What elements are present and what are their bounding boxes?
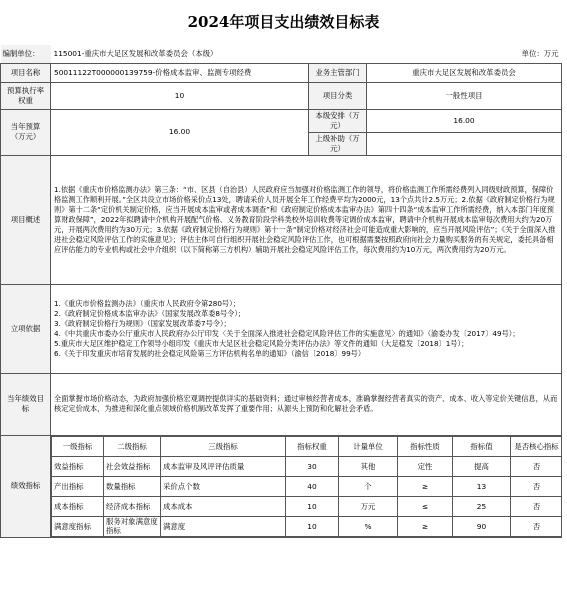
dept-value: 重庆市大足区发展和改革委员会 <box>367 63 562 82</box>
cell-value: 90 <box>453 516 511 536</box>
org-value: 115001-重庆市大足区发展和改革委员会（本级） <box>53 48 218 58</box>
category-value: 一般性项目 <box>367 82 562 109</box>
cell-nature: 定性 <box>398 456 453 476</box>
category-label: 项目分类 <box>309 82 367 109</box>
higher-value <box>367 132 562 155</box>
indicators-table <box>51 436 562 537</box>
higher-label: 上级补助（万元） <box>309 132 367 155</box>
basis-item: 1.《重庆市价格监测办法》（重庆市人民政府令第280号）； <box>54 298 240 308</box>
local-label: 本级安排（万元） <box>309 109 367 132</box>
page-title: 2024年项目支出绩效目标表 <box>187 13 380 31</box>
indicators-cell <box>51 435 562 537</box>
cell-nature: ≥ <box>398 516 453 536</box>
header-cell: 指标权重 <box>286 436 339 456</box>
cell-level2: 数量指标 <box>104 476 161 496</box>
header-cell: 是否核心指标 <box>511 436 562 456</box>
basis-item: 6.《关于印发重庆市培育发展的社会稳定风险第三方评估机构名单的通知》（渝信〔2018〕99号） <box>54 348 366 358</box>
project-name-row <box>1 63 562 82</box>
basis-list <box>51 284 562 373</box>
basis-item: 2.《政府制定价格成本监审办法》（国家发展改革委8号令）； <box>54 308 246 318</box>
goal-text: 全面掌握市场价格动态，为政府加强价格宏观调控提供详实的基础资料；通过审核经营者成本，准确掌握经营者真实的资产、成本、收入等定价关键信息，从而核定定价成本，为推进和深化重点领域价格机制改革发挥了重要作用；从源头上预防和化解社会矛盾。 <box>51 373 562 435</box>
basis-item: 4.《中共重庆市委办公厅重庆市人民政府办公厅印发〈关于全面深入推进社会稳定风险评估工作的实施意见〉的通知》（渝委办发〔2017〕49号）； <box>54 328 520 338</box>
project-name-label: 项目名称 <box>1 63 51 82</box>
cell-unit: 万元 <box>339 496 398 516</box>
org-label: 编制单位： <box>1 45 51 63</box>
overview-text: 1.依据《重庆市价格监测办法》第三条：“市、区县（自治县）人民政府应当加强对价格监测工作的领导，将价格监测工作所需经费列入同级财政预算，保障价格监测工作顺利开展。”全区共设立市场价格采价点13处，聘请采价人员开展全年工作经费平均为2000元，13个点共计2.5万元；2.依据《政府制定价格行为规则》第十二条“定价机关制定价格，应当开展成本监审或者成本调查”和《政府制定价格成本监审办法》第四十四条“成本监审工作所需经费，纳入本部门年度预算财政保障”，2022年拟聘请中介机构开展配气价格、义务教育阶段学科类校外培训收费等定调价成本监审，聘请中介机构开展成本监审每次费用大约为20万元，开展两次费用约为30万元；3.依据《政府制定价格行为规则》第十一条“制定价格对经济社会可能造成重大影响的，应当开展风险评估”；《关于全面深入推进社会稳定风险评估工作的实施意见》；评估主体可自行组织开展社会稳定风险评估工作，也可根据需要按照政府向社会力量购买服务的有关规定，委托具备相应评估能力的专业机构或社会中介组织（以下简称第三方机构）辅助开展社会稳定风险评估工作，每次费用约为10万元，两次费用约为20万元。 <box>51 155 562 284</box>
table-row <box>52 476 562 496</box>
overview-label: 项目概述 <box>1 155 51 284</box>
cell-level3: 成本监审及风评评估质量 <box>161 456 286 476</box>
project-name-value: 50011122T000000139759-价格成本监审、监测专项经费 <box>51 63 309 82</box>
cell-value: 13 <box>453 476 511 496</box>
cell-level3: 成本成本 <box>161 496 286 516</box>
cell-level1: 产出指标 <box>52 476 104 496</box>
local-value: 16.00 <box>367 109 562 132</box>
table-row <box>52 516 562 536</box>
cell-level2: 社会效益指标 <box>104 456 161 476</box>
cell-core: 否 <box>511 516 562 536</box>
basis-item: 3.《政府制定价格行为规则》（国家发展改革委7号令）； <box>54 318 231 328</box>
cell-unit: 个 <box>339 476 398 496</box>
header-cell: 计量单位 <box>339 436 398 456</box>
budget-label: 当年预算（万元） <box>1 109 51 155</box>
table-row <box>52 456 562 476</box>
rate-label: 预算执行率权重 <box>1 82 51 109</box>
header-cell: 指标值 <box>453 436 511 456</box>
rate-value: 10 <box>51 82 309 109</box>
cell-value: 25 <box>453 496 511 516</box>
cell-unit: % <box>339 516 398 536</box>
basis-row <box>1 284 562 373</box>
target-table <box>0 45 562 538</box>
header-cell: 三级指标 <box>161 436 286 456</box>
cell-level3: 采价点个数 <box>161 476 286 496</box>
cell-core: 否 <box>511 476 562 496</box>
indicators-header-row <box>52 436 562 456</box>
cell-level2: 经济成本指标 <box>104 496 161 516</box>
cell-nature: ≥ <box>398 476 453 496</box>
cell-value: 提高 <box>453 456 511 476</box>
cell-weight: 30 <box>286 456 339 476</box>
header-cell: 一级指标 <box>52 436 104 456</box>
cell-level1: 成本指标 <box>52 496 104 516</box>
cell-level2: 服务对象满意度指标 <box>104 516 161 536</box>
cell-nature: ≤ <box>398 496 453 516</box>
cell-level1: 满意度指标 <box>52 516 104 536</box>
cell-core: 否 <box>511 496 562 516</box>
header-cell: 指标性质 <box>398 436 453 456</box>
budget-value: 16.00 <box>51 109 309 155</box>
cell-weight: 10 <box>286 516 339 536</box>
overview-row <box>1 155 562 284</box>
budget-row-local <box>1 109 562 132</box>
cell-core: 否 <box>511 456 562 476</box>
unit-label: 单位：万元 <box>521 48 559 58</box>
indicators-label: 绩效指标 <box>1 435 51 537</box>
goal-row <box>1 373 562 435</box>
goal-label: 当年绩效目标 <box>1 373 51 435</box>
indicators-row <box>1 435 562 537</box>
cell-weight: 10 <box>286 496 339 516</box>
dept-label: 业务主管部门 <box>309 63 367 82</box>
table-row <box>52 496 562 516</box>
header-cell: 二级指标 <box>104 436 161 456</box>
rate-row <box>1 82 562 109</box>
cell-unit: 其他 <box>339 456 398 476</box>
cell-weight: 40 <box>286 476 339 496</box>
basis-item: 5.重庆市大足区维护稳定工作领导小组印发《重庆市大足区社会稳定风险分类评估办法》等文件的通知（大足稳发〔2018〕1号）； <box>54 338 469 348</box>
basis-label: 立项依据 <box>1 284 51 373</box>
cell-level1: 效益指标 <box>52 456 104 476</box>
header-row <box>1 45 562 63</box>
cell-level3: 满意度 <box>161 516 286 536</box>
